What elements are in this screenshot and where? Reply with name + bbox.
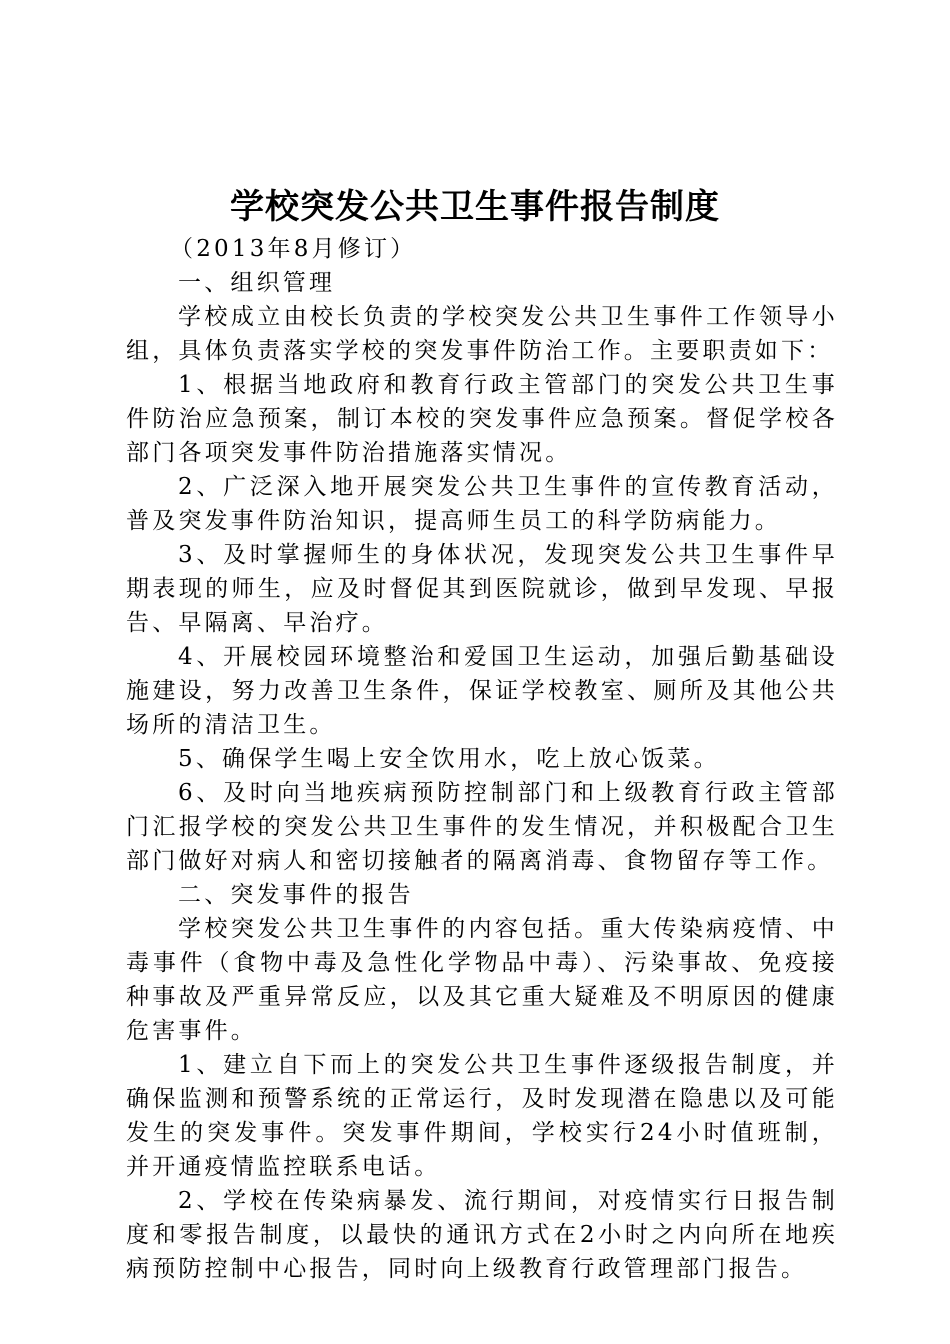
paragraph-intro: 学校成立由校长负责的学校突发公共卫生事件工作领导小组，具体负责落实学校的突发事件防治工作。主要职责如下： — [126, 304, 838, 364]
revision-note: （2013年8月修订） — [170, 236, 417, 262]
document-body — [126, 232, 838, 1286]
paragraph-duty-6: 6、及时向当地疾病预防控制部门和上级教育行政主管部门汇报学校的突发公共卫生事件的发生情况，并积极配合卫生部门做好对病人和密切接触者的隔离消毒、食物留存等工作。 — [126, 780, 838, 874]
document-title: 学校突发公共卫生事件报告制度 — [230, 187, 720, 227]
paragraph-report-scope: 学校突发公共卫生事件的内容包括。重大传染病疫情、中毒事件（食物中毒及急性化学物品中毒）、污染事故、免疫接种事故及严重异常反应，以及其它重大疑难及不明原因的健康危害事件。 — [126, 916, 838, 1044]
section-heading-reporting: 二、突发事件的报告 — [178, 882, 414, 908]
paragraph-report-2: 2、学校在传染病暴发、流行期间，对疫情实行日报告制度和零报告制度，以最快的通讯方式在2小时之内向所在地疾病预防控制中心报告，同时向上级教育行政管理部门报告。 — [126, 1188, 838, 1282]
paragraph-report-1: 1、建立自下而上的突发公共卫生事件逐级报告制度，并确保监测和预警系统的正常运行，及时发现潜在隐患以及可能发生的突发事件。突发事件期间，学校实行24小时值班制，并开通疫情监控联系电话。 — [126, 1052, 838, 1180]
paragraph-duty-4: 4、开展校园环境整治和爱国卫生运动，加强后勤基础设施建设，努力改善卫生条件，保证学校教室、厕所及其他公共场所的清洁卫生。 — [126, 644, 838, 738]
section-heading-organization: 一、组织管理 — [178, 270, 336, 296]
paragraph-duty-5: 5、确保学生喝上安全饮用水，吃上放心饭菜。 — [178, 746, 720, 772]
paragraph-duty-2: 2、广泛深入地开展突发公共卫生事件的宣传教育活动，普及突发事件防治知识，提高师生员工的科学防病能力。 — [126, 474, 838, 534]
paragraph-duty-3: 3、及时掌握师生的身体状况，发现突发公共卫生事件早期表现的师生，应及时督促其到医院就诊，做到早发现、早报告、早隔离、早治疗。 — [126, 542, 838, 636]
paragraph-duty-1: 1、根据当地政府和教育行政主管部门的突发公共卫生事件防治应急预案，制订本校的突发事件应急预案。督促学校各部门各项突发事件防治措施落实情况。 — [126, 372, 838, 466]
